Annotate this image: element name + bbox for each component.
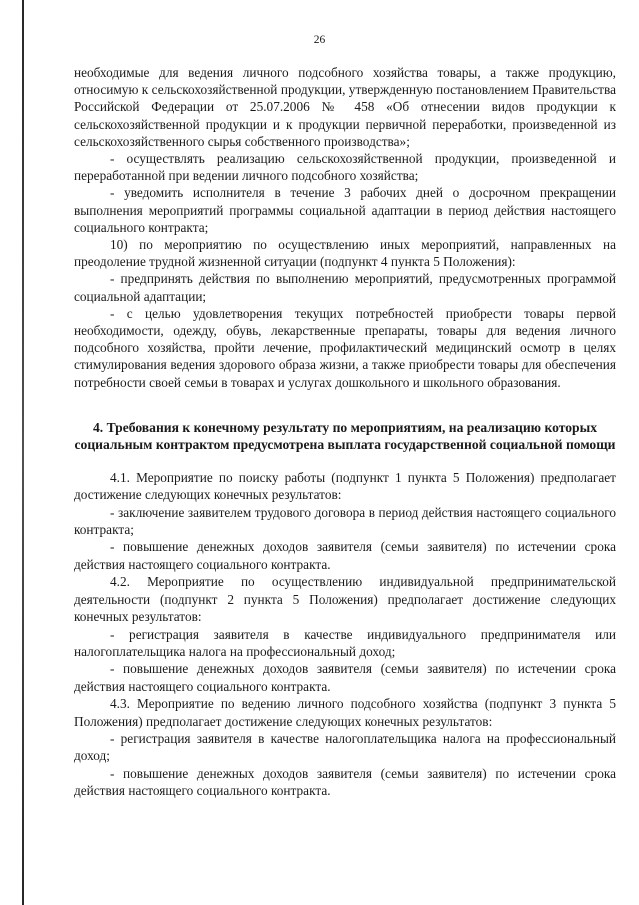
document-body	[74, 64, 616, 800]
paragraph: - уведомить исполнителя в течение 3 рабочих дней о досрочном прекращении выполнения мероприятий программы социальной адаптации в период действия настоящего социального контракта;	[74, 185, 616, 235]
paragraph: - предпринять действия по выполнению мероприятий, предусмотренных программой социальной адаптации;	[74, 271, 616, 304]
paragraph: 4.3. Мероприятие по ведению личного подсобного хозяйства (подпункт 3 пункта 5 Положения) предполагает достижение следующих конечных результатов:	[74, 696, 616, 729]
section-paragraphs	[74, 469, 616, 800]
paragraph: 4.1. Мероприятие по поиску работы (подпункт 1 пункта 5 Положения) предполагает достижение следующих конечных результатов:	[74, 469, 616, 503]
paragraph: - осуществлять реализацию сельскохозяйственной продукции, произведенной и переработанной при ведении личного подсобного хозяйства;	[74, 151, 616, 184]
paragraph: - повышение денежных доходов заявителя (семьи заявителя) по истечении срока действия настоящего социального контракта.	[74, 765, 616, 799]
paragraph: 10) по мероприятию по осуществлению иных мероприятий, направленных на преодоление трудной жизненной ситуации (подпункт 4 пункта 5 Положения):	[74, 237, 616, 270]
section-heading: 4. Требования к конечному результату по мероприятиям, на реализацию которых социальным контрактом предусмотрена выплата государственной социальной помощи	[74, 419, 616, 452]
paragraph: - заключение заявителем трудового договора в период действия настоящего социального контракта;	[74, 504, 616, 538]
paragraph: - регистрация заявителя в качестве налогоплательщика налога на профессиональный доход;	[74, 730, 616, 764]
page-number: 26	[313, 34, 326, 46]
paragraph: 4.2. Мероприятие по осуществлению индивидуальной предпринимательской деятельности (подпункт 2 пункта 5 Положения) предполагает достижение следующих конечных результатов:	[74, 574, 616, 625]
paragraph: - повышение денежных доходов заявителя (семьи заявителя) по истечении срока действия настоящего социального контракта.	[74, 661, 616, 694]
paragraph: - регистрация заявителя в качестве индивидуального предпринимателя или налогоплательщика налога на профессиональный доход;	[74, 626, 616, 659]
paragraph: необходимые для ведения личного подсобного хозяйства товары, а также продукцию, относимую к сельскохозяйственной продукции, утвержденную постановлением Правительства Российской Федерации от 25.07.2006 № 458 «Об отнесении видов продукции к сельскохозяйственной продукции и к продукции первичной переработки, произведенной из сельскохозяйственного сырья собственного производства»;	[74, 65, 616, 149]
continuation-paragraphs	[74, 64, 616, 391]
paragraph: - повышение денежных доходов заявителя (семьи заявителя) по истечении срока действия настоящего социального контракта.	[74, 539, 616, 572]
scan-edge-line	[22, 0, 24, 905]
paragraph: - с целью удовлетворения текущих потребностей приобрести товары первой необходимости, одежду, обувь, лекарственные препараты, товары для ведения личного подсобного хозяйства, пройти лечение, профилактический медицинский осмотр в целях стимулирования ведения здорового образа жизни, а также приобрести товары для обеспечения потребности своей семьи в товарах и услугах дошкольного и школьного образования.	[74, 305, 616, 390]
